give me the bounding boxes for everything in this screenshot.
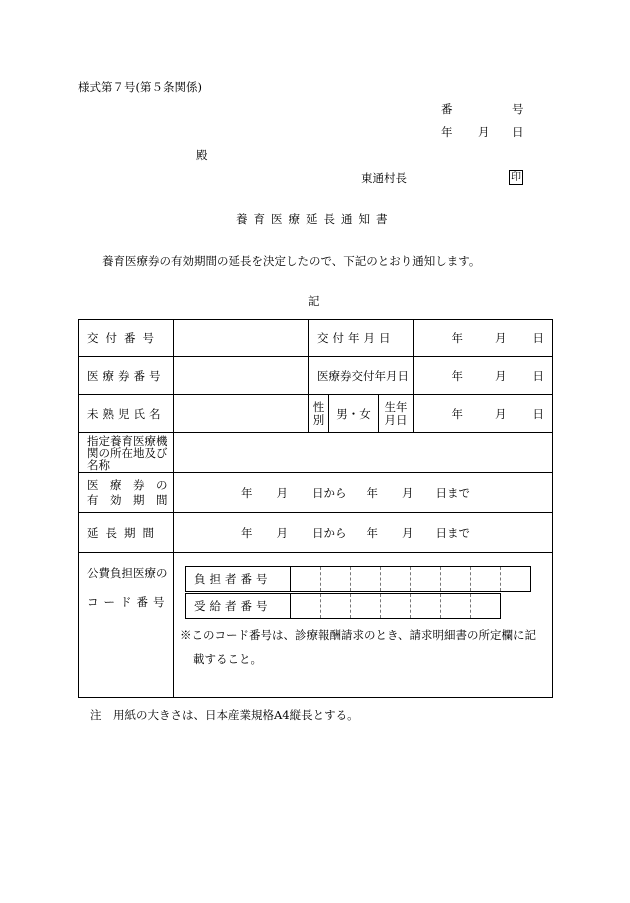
recipient-number-grid [185,593,501,619]
document-title: 養育医療延長通知書 [236,212,394,226]
ticket-number-value [174,357,309,395]
seal-text: 印 [511,172,521,183]
recipient-number-label: 受給者番号 [186,594,291,619]
recipient-digit-cell[interactable] [441,594,471,619]
payer-number-label: 負担者番号 [186,567,291,592]
ticket-issue-date-label: 医療券交付年月日 [309,357,414,395]
intro-text: 養育医療券の有効期間の延長を決定したので、下記のとおり通知します。 [102,254,481,268]
recipient-digit-cell[interactable] [291,594,321,619]
institution-label: 指定養育医療機 関の所在地及び 名称 [79,433,174,473]
row-extension [79,513,553,553]
birthdate-value: 年 月 日 [414,395,553,433]
number-label-1: 番 [441,102,453,116]
row-infant-name [79,395,553,433]
issuer-name: 東通村長 [361,171,407,185]
extension-value: 年 月 日から 年 月 日まで [174,513,553,553]
validity-label: 医 療 券 の 有 効 期 間 [79,473,174,513]
code-note-line-2: 載すること。 [193,652,262,666]
ticket-issue-date-value: 年 月 日 [414,357,553,395]
issue-number-value [174,320,309,357]
payer-number-grid [185,566,531,592]
footer-note: 注 用紙の大きさは、日本産業規格A4縦長とする。 [90,708,359,722]
row-validity [79,473,553,513]
public-code-label: 公費負担医療の コード番号 [79,553,174,698]
infant-name-value [174,395,309,433]
validity-value: 年 月 日から 年 月 日まで [174,473,553,513]
header-month: 月 [478,125,490,139]
recipient-digit-cell[interactable] [471,594,501,619]
extension-label: 延長期間 [79,513,174,553]
recipient-digit-cell[interactable] [411,594,441,619]
code-note-line-1: ※このコード番号は、診療報酬請求のとき、請求明細書の所定欄に記 [180,628,537,642]
recipient-digit-cell[interactable] [381,594,411,619]
issue-number-label: 交付番号 [79,320,174,357]
row-issue-number [79,320,553,357]
issue-date-label: 交付年月日 [309,320,414,357]
header-year: 年 [441,125,453,139]
payer-digit-cell[interactable] [381,567,411,592]
payer-digit-cell[interactable] [441,567,471,592]
seal-mark [509,170,523,185]
payer-digit-cell[interactable] [471,567,501,592]
ki-label: 記 [308,294,320,308]
institution-value [174,433,553,473]
row-ticket-number [79,357,553,395]
payer-digit-cell[interactable] [321,567,351,592]
header-day: 日 [512,125,524,139]
recipient-digit-cell[interactable] [351,594,381,619]
recipient-digit-cell[interactable] [321,594,351,619]
payer-digit-cell[interactable] [501,567,531,592]
payer-digit-cell[interactable] [291,567,321,592]
payer-digit-cell[interactable] [411,567,441,592]
number-label-2: 号 [512,102,524,116]
payer-digit-cell[interactable] [351,567,381,592]
form-number: 様式第７号(第５条関係) [78,80,202,94]
ticket-number-label: 医療券番号 [79,357,174,395]
infant-name-label: 未熟児氏名 [79,395,174,433]
row-institution [79,433,553,473]
sex-value: 男・女 [329,395,379,433]
sex-label: 性 別 [309,395,329,433]
birthdate-label: 生年 月日 [379,395,414,433]
addressee-suffix: 殿 [196,148,208,162]
issue-date-value: 年 月 日 [414,320,553,357]
